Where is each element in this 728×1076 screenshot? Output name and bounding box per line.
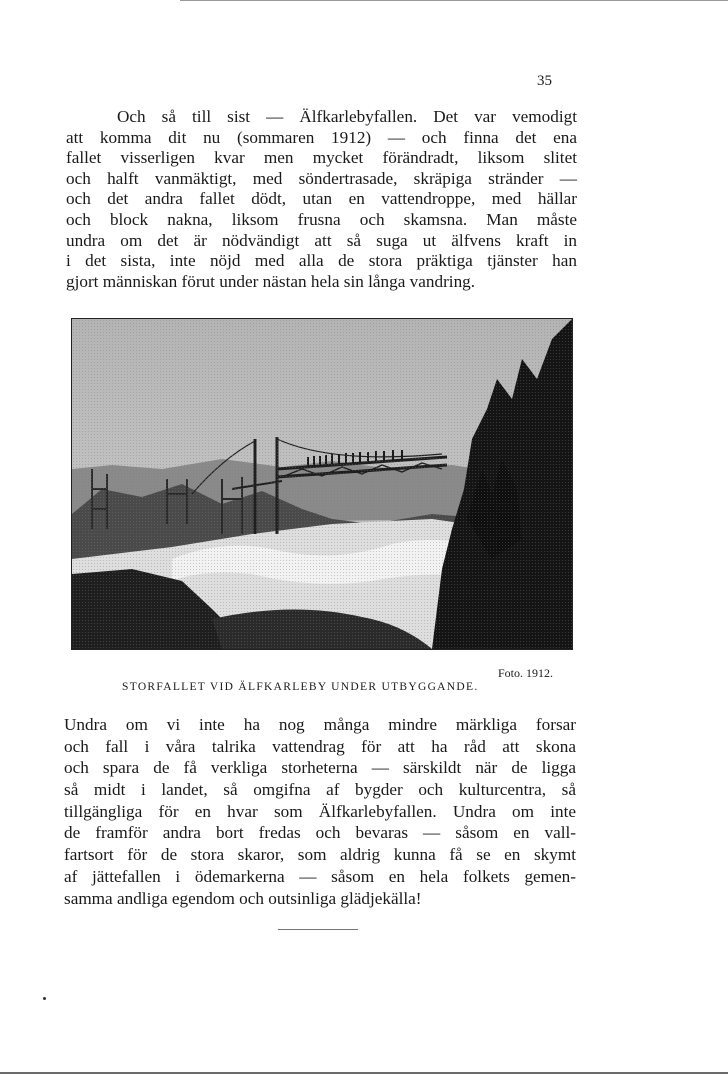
text-line: och det andra fallet dödt, utan en vattendroppe, med hällar: [66, 189, 577, 209]
text-line: och fall i våra talrika vattendrag för att ha råd att skona: [64, 736, 576, 756]
text-line: Undra om vi inte ha nog många mindre märkliga forsar: [64, 715, 576, 734]
halftone-texture: [72, 319, 572, 649]
text-line: och halft vanmäktigt, med söndertrasade, skräpiga stränder —: [66, 168, 577, 188]
scan-speck: [43, 997, 46, 1000]
page-number: 35: [537, 73, 552, 89]
text-line: samma andliga egendom och outsinliga glädjekälla!: [64, 888, 422, 908]
paragraph-2: [64, 714, 576, 909]
photograph-storfallet: [71, 318, 573, 650]
text-line: undra om det är nödvändigt att så suga ut älfvens kraft in: [66, 230, 577, 250]
text-line: så midt i landet, så omgifna af bygder och kulturcentra, så: [64, 780, 576, 800]
text-line: att komma dit nu (sommaren 1912) — och finna det ena: [66, 127, 577, 147]
text-line: tillgängliga för en hvar som Älfkarlebyfallen. Undra om inte: [64, 801, 576, 821]
photo-illustration: [72, 319, 572, 649]
text-line: gjort människan förut under nästan hela sin långa vandring.: [66, 271, 476, 291]
text-line: Och så till sist — Älfkarlebyfallen. Det var vemodigt: [117, 107, 577, 126]
closing-rule: [278, 929, 358, 930]
photo-credit: Foto. 1912.: [498, 666, 554, 680]
text-line: och spara de få verkliga storheterna — särskildt när de ligga: [64, 758, 576, 778]
paragraph-1: [66, 107, 577, 292]
text-line: fartsort för de stora skaror, som aldrig kunna få se en skymt: [64, 845, 576, 865]
text-line: fallet visserligen kvar men mycket förändradt, liksom slitet: [66, 148, 577, 168]
figure-caption: STORFALLET VID ÄLFKARLEBY UNDER UTBYGGANDE.: [122, 681, 479, 693]
text-line: och block nakna, liksom frusna och skamsna. Man måste: [66, 209, 577, 229]
scan-edge-bottom: [0, 1072, 728, 1074]
scan-edge-top: [180, 0, 728, 1]
text-line: i det sista, inte nöjd med alla de stora präktiga tjänster han: [66, 251, 577, 271]
text-line: de framför andra bort fredas och bevaras — såsom en vall-: [64, 823, 576, 843]
text-line: af jättefallen i ödemarkerna — såsom en hela folkets gemen-: [64, 866, 576, 886]
